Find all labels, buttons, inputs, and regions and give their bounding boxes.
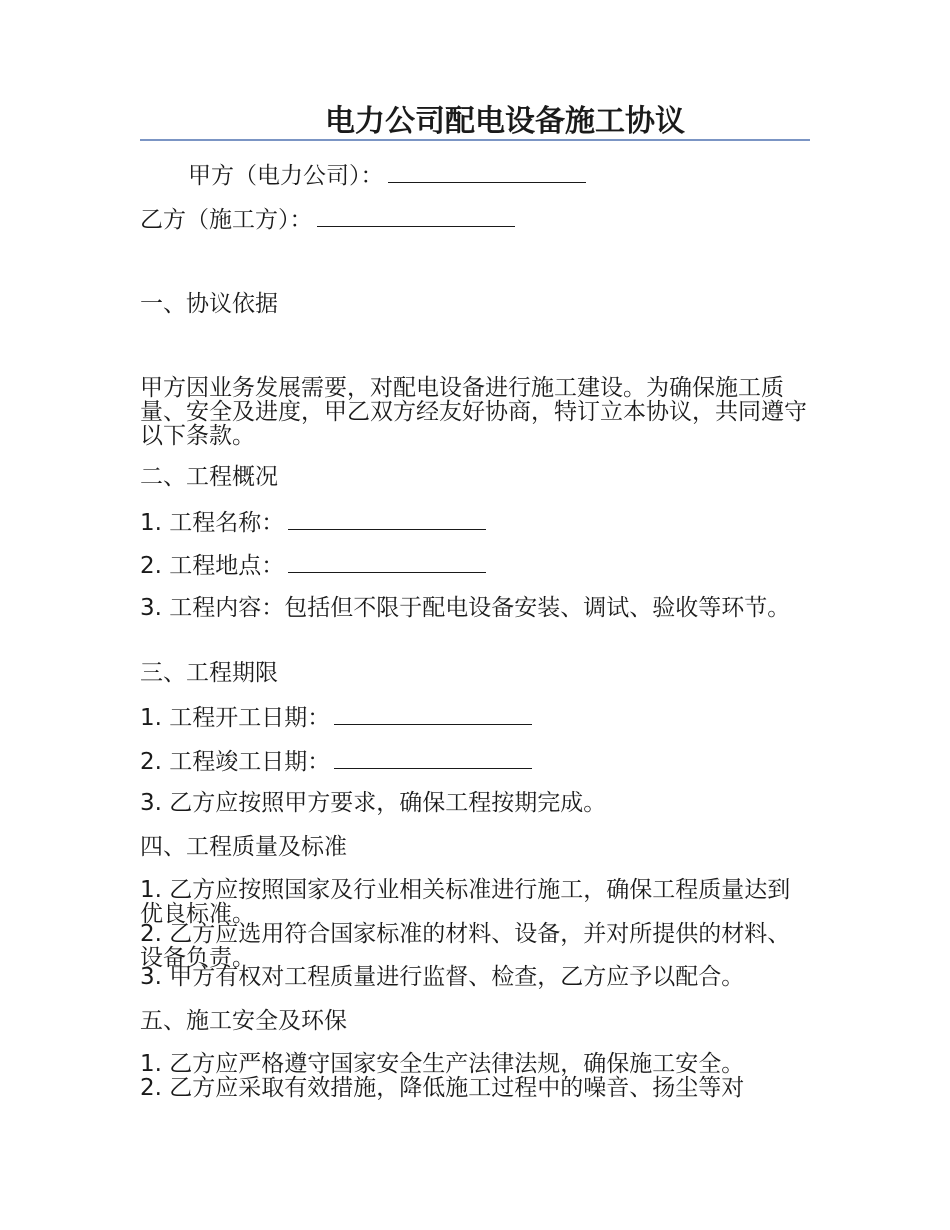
completion-date-blank [334, 748, 532, 769]
section-1-body: 甲方因业务发展需要，对配电设备进行施工建设。为确保施工质量、安全及进度，甲乙双方经友好协商，特订立本协议，共同遵守以下条款。 [140, 375, 807, 449]
section-5-heading: 五、施工安全及环保 [140, 1008, 347, 1034]
project-name-blank [288, 509, 486, 530]
safety-item-1: 1. 乙方应严格遵守国家安全生产法律法规，确保施工安全。 [140, 1051, 745, 1077]
section-1-heading: 一、协议依据 [140, 291, 278, 317]
schedule-item: 3. 乙方应按照甲方要求，确保工程按期完成。 [140, 790, 607, 816]
party-a-blank [388, 162, 586, 183]
quality-item-3: 3. 甲方有权对工程质量进行监督、检查，乙方应予以配合。 [140, 964, 745, 990]
project-name-line [140, 509, 486, 535]
start-date-line [140, 704, 532, 730]
section-3-heading: 三、工程期限 [140, 660, 278, 686]
party-a-label: 甲方（电力公司）： [188, 163, 384, 189]
start-date-label: 1. 工程开工日期： [140, 705, 331, 731]
safety-item-2: 2. 乙方应采取有效措施，降低施工过程中的噪音、扬尘等对 [140, 1075, 745, 1101]
party-a-line [188, 162, 586, 188]
project-location-line [140, 552, 486, 578]
completion-date-line [140, 748, 532, 774]
quality-item-2: 2. 乙方应选用符合国家标准的材料、设备，并对所提供的材料、设备负责。 [140, 921, 791, 971]
quality-item-1: 1. 乙方应按照国家及行业相关标准进行施工，确保工程质量达到优良标准。 [140, 877, 791, 927]
project-content-item: 3. 工程内容：包括但不限于配电设备安装、调试、验收等环节。 [140, 595, 791, 621]
start-date-blank [334, 704, 532, 725]
party-b-blank [317, 206, 515, 227]
section-2-heading: 二、工程概况 [140, 464, 278, 490]
section-4-heading: 四、工程质量及标准 [140, 834, 347, 860]
party-b-line [140, 206, 515, 232]
project-name-label: 1. 工程名称： [140, 510, 285, 536]
project-location-label: 2. 工程地点： [140, 553, 285, 579]
completion-date-label: 2. 工程竣工日期： [140, 749, 331, 775]
document-title: 电力公司配电设备施工协议 [325, 104, 685, 139]
party-b-label: 乙方（施工方）： [140, 207, 313, 233]
title-underline [140, 139, 810, 141]
project-location-blank [288, 552, 486, 573]
